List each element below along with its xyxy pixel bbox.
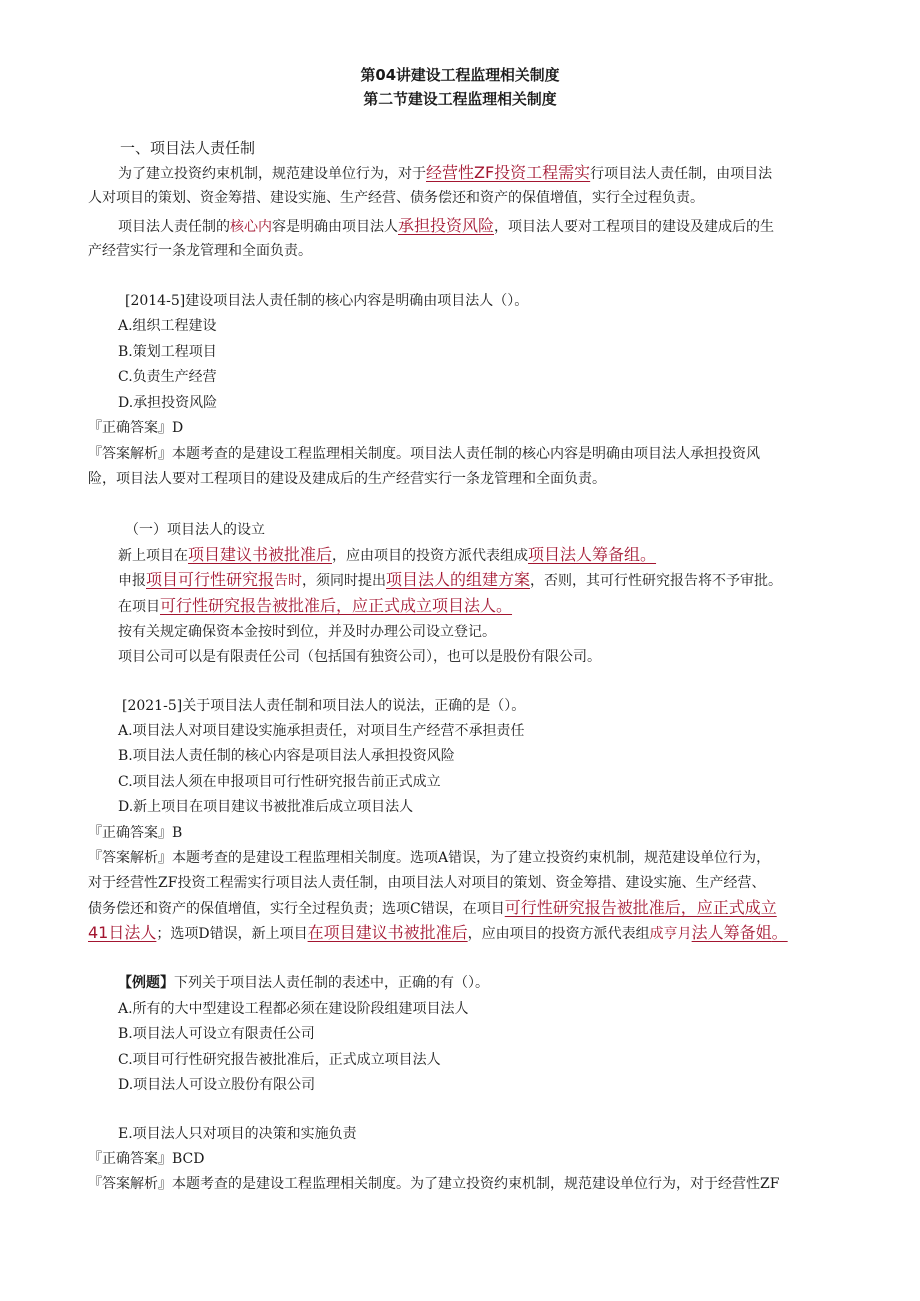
question-stem (118, 973, 489, 993)
option-d: D.承担投资风险 (118, 395, 218, 411)
highlight-text: 法人筹备姐 (691, 923, 772, 942)
option-e: E.项目法人只对项目的决策和实施负责 (118, 1126, 357, 1142)
answer-analysis: 『答案解析』本题考查的是建设工程监理相关制度。为了建立投资约束机制，规范建设单位行为，对于经营性ZF (88, 1176, 780, 1192)
option-a: A.组织工程建设 (118, 318, 217, 334)
option-a: A.项目法人对项目建设实施承担责任，对项目生产经营不承担责任 (118, 723, 525, 739)
paragraph-line: 产经营实行一条龙管理和全面负责。 (88, 243, 312, 259)
option-a: A.所有的大中型建设工程都必须在建设阶段组建项目法人 (118, 1001, 469, 1017)
option-b: B.策划工程项目 (118, 344, 217, 360)
option-b: B.项目法人责任制的核心内容是项目法人承担投资风险 (118, 748, 455, 764)
text-run: 容是明确由项目法人 (272, 219, 398, 235)
example-label: 【例题】 (118, 975, 174, 991)
text-run: ，否则，其可行性研究报告将不予审批。 (530, 573, 783, 589)
highlight-text: 41日法人 (88, 923, 157, 942)
correct-answer: 『正确答案』D (88, 420, 184, 436)
section-title: 第二节建设工程监理相关制度 (363, 90, 557, 108)
option-c: C.项目法人须在申报项目可行性研究报告前正式成立 (118, 774, 441, 790)
option-c: C.负责生产经营 (118, 369, 217, 385)
section-heading-1: 一、项目法人责任制 (120, 139, 256, 157)
option-d: D.新上项目在项目建议书被批准后成立项目法人 (118, 799, 414, 815)
question-stem: [2021-5]关于项目法人责任制和项目法人的说法，正确的是（）。 (122, 698, 526, 714)
text-run: ，须同时提出 (302, 573, 387, 589)
paragraph-line (118, 163, 772, 184)
text-run: ；选项D错误，新上项目 (156, 926, 308, 942)
highlight-text: 成亨月 (649, 926, 692, 942)
highlight-text: 项目法人筹备组 (528, 545, 641, 564)
highlight-text: 。 (771, 923, 788, 942)
paragraph-line (118, 570, 782, 591)
highlight-text: 项目建议书被批准后 (188, 545, 333, 564)
text-run: ，应由项目的投资方派代表组成 (332, 548, 529, 564)
highlight-text: 告时 (274, 573, 303, 589)
paragraph-line: 按有关规定确保资本金按时到位，并及时办理公司设立登记。 (118, 624, 496, 640)
text-run: ，应由项目的投资方派代表组 (467, 926, 650, 942)
answer-analysis: 险，项目法人要对工程项目的建设及建成后的生产经营实行一条龙管理和全面负责。 (88, 471, 606, 487)
highlight-text: 。 (496, 596, 513, 615)
paragraph-line (118, 545, 656, 566)
answer-analysis: 『答案解析』本题考查的是建设工程监理相关制度。选项A错误，为了建立投资约束机制，规范建设单位行为， (88, 850, 771, 866)
text-run: 申报 (118, 573, 146, 589)
text-run: 为了建立投资约束机制，规范建设单位行为，对于 (118, 166, 426, 182)
option-b: B.项目法人可设立有限责任公司 (118, 1026, 315, 1042)
text-run: ，项目法人要对工程项目的建设及建成后的生 (494, 219, 775, 235)
subsection-heading: （一）项目法人的设立 (125, 522, 265, 538)
highlight-text: 经营性ZF投资工程需实 (426, 163, 591, 182)
text-run: 下列关于项目法人责任制的表述中，正确的有（）。 (174, 975, 489, 991)
text-run: 项目法人责任制的 (118, 219, 230, 235)
answer-analysis: 对于经营性ZF投资工程需实行项目法人责任制，由项目法人对项目的策划、资金筹措、建设实施、生产经营、 (88, 875, 766, 891)
answer-analysis (88, 898, 777, 919)
paragraph-line: 项目公司可以是有限责任公司（包括国有独资公司），也可以是股份有限公司。 (118, 649, 601, 665)
highlight-text: 承担投资风险 (398, 216, 495, 235)
highlight-text: 项目法人的组建方案 (386, 570, 531, 589)
highlight-text: 可行性研究报告被批准后，应正式成立 (504, 898, 777, 917)
text-run: 新上项目在 (118, 548, 188, 564)
question-stem: [2014-5]建设项目法人责任制的核心内容是明确由项目法人（）。 (125, 293, 529, 309)
text-run: 债务偿还和资产的保值增值，实行全过程负责；选项C错误，在项目 (88, 901, 505, 917)
option-d: D.项目法人可设立股份有限公司 (118, 1077, 316, 1093)
text-run: 行项目法人责任制，由项目法 (590, 166, 773, 182)
highlight-text: 可行性研究报告被批准后，应正式成立项目法人 (160, 596, 497, 615)
correct-answer: 『正确答案』BCD (88, 1151, 205, 1167)
highlight-text: 核心内 (230, 219, 272, 235)
answer-analysis: 『答案解析』本题考查的是建设工程监理相关制度。项目法人责任制的核心内容是明确由项目法人承担投资风 (88, 446, 760, 462)
highlight-text: 在项目建议书被批准后 (307, 923, 468, 942)
paragraph-line (118, 216, 774, 237)
option-c: C.项目可行性研究报告被批准后，正式成立项目法人 (118, 1052, 441, 1068)
paragraph-line (118, 596, 512, 617)
lecture-title: 第04讲建设工程监理相关制度 (360, 66, 560, 84)
answer-analysis (88, 923, 788, 944)
paragraph-line: 人对项目的策划、资金筹措、建设实施、生产经营、债务偿还和资产的保值增值，实行全过程负责。 (88, 190, 704, 206)
highlight-text: 项目可行性研究报 (146, 570, 275, 589)
text-run: 在项目 (118, 599, 160, 615)
highlight-text: 。 (640, 545, 657, 564)
correct-answer: 『正确答案』B (88, 825, 183, 841)
